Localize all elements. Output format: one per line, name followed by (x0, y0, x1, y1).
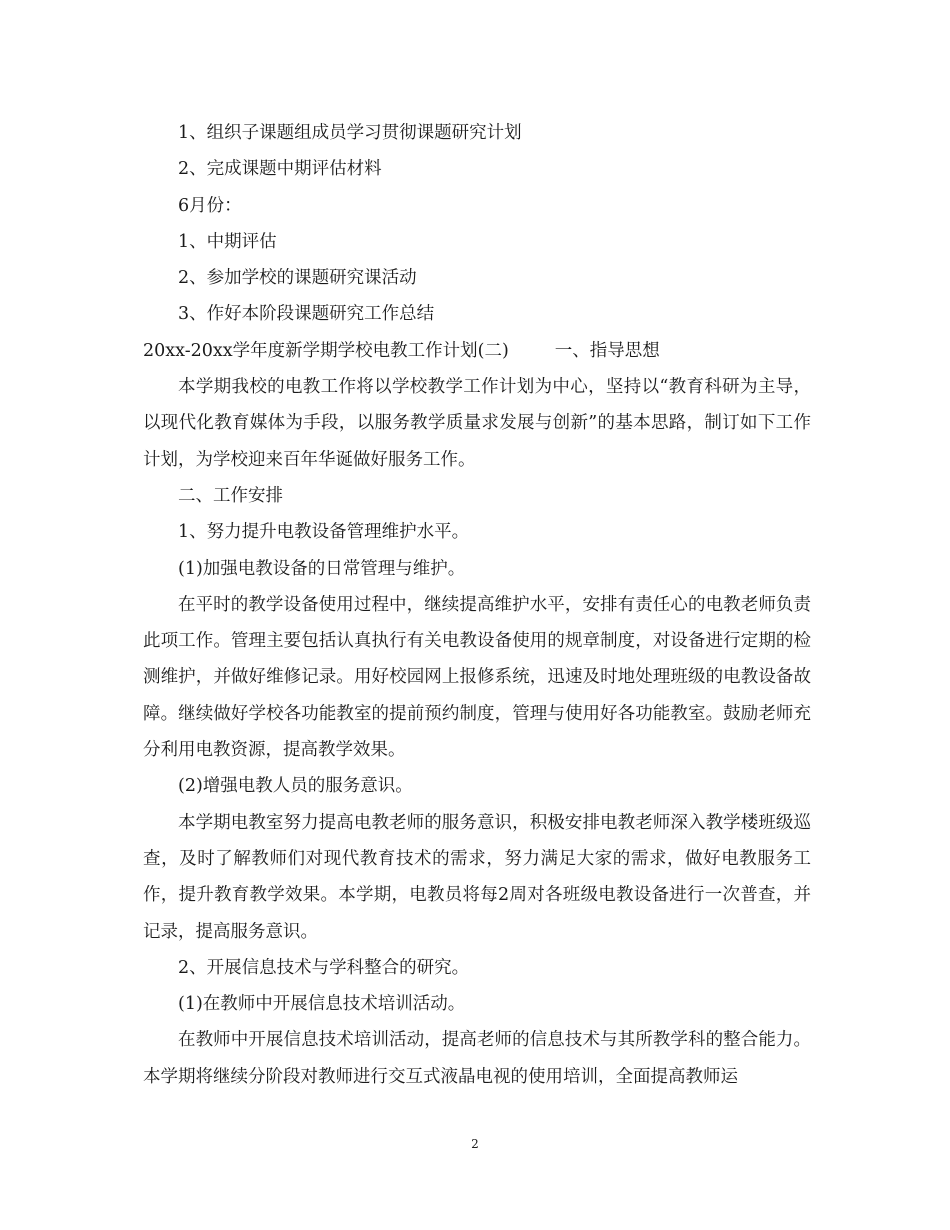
paragraph: 本学期我校的电教工作将以学校教学工作计划为中心，坚持以“教育科研为主导，以现代化教育媒体为手段，以服务教学质量求发展与创新”的基本思路，制订如下工作计划，为学校迎来百年华诞做好服务工作。 (143, 377, 811, 470)
paragraph: (1)加强电教设备的日常管理与维护。 (178, 558, 466, 579)
paragraph: 2、参加学校的课题研究课活动 (178, 268, 417, 289)
paragraph: 3、作好本阶段课题研究工作总结 (178, 304, 435, 325)
paragraph: 本学期电教室努力提高电教老师的服务意识，积极安排电教老师深入教学楼班级巡查，及时了解教师们对现代教育技术的需求，努力满足大家的需求，做好电教服务工作，提升教育教学效果。本学期，电教员将每2周对各班级电教设备进行一次普查，并记录，提高服务意识。 (143, 812, 811, 942)
paragraph: (2)增强电教人员的服务意识。 (178, 776, 413, 797)
paragraph: 在教师中开展信息技术培训活动，提高老师的信息技术与其所教学科的整合能力。本学期将继续分阶段对教师进行交互式液晶电视的使用培训，全面提高教师运 (143, 1030, 811, 1087)
document-body (143, 115, 811, 1095)
paragraph: 2、完成课题中期评估材料 (178, 159, 382, 180)
paragraph: 2、开展信息技术与学科整合的研究。 (178, 957, 470, 978)
document-title: 20xx-20xx学年度新学期学校电教工作计划(二) (143, 340, 509, 361)
paragraph: 1、努力提升电教设备管理维护水平。 (178, 522, 470, 543)
paragraph: 6月份： (178, 195, 242, 216)
paragraph: 1、组织子课题组成员学习贯彻课题研究计划 (178, 123, 522, 143)
page-number: 2 (471, 1137, 479, 1151)
paragraph: (1)在教师中开展信息技术培训活动。 (178, 994, 466, 1015)
paragraph: 在平时的教学设备使用过程中，继续提高维护水平，安排有责任心的电教老师负责此项工作。管理主要包括认真执行有关电教设备使用的规章制度，对设备进行定期的检测维护，并做好维修记录。用好校园网上报修系统，迅速及时地处理班级的电教设备故障。继续做好学校各功能教室的提前预约制度，管理与使用好各功能教室。鼓励老师充分利用电教资源，提高教学效果。 (143, 594, 811, 761)
section-heading: 一、指导思想 (554, 340, 660, 361)
paragraph: 1、中期评估 (178, 231, 277, 252)
section-heading: 二、工作安排 (178, 485, 283, 506)
document-title-line (143, 333, 811, 369)
